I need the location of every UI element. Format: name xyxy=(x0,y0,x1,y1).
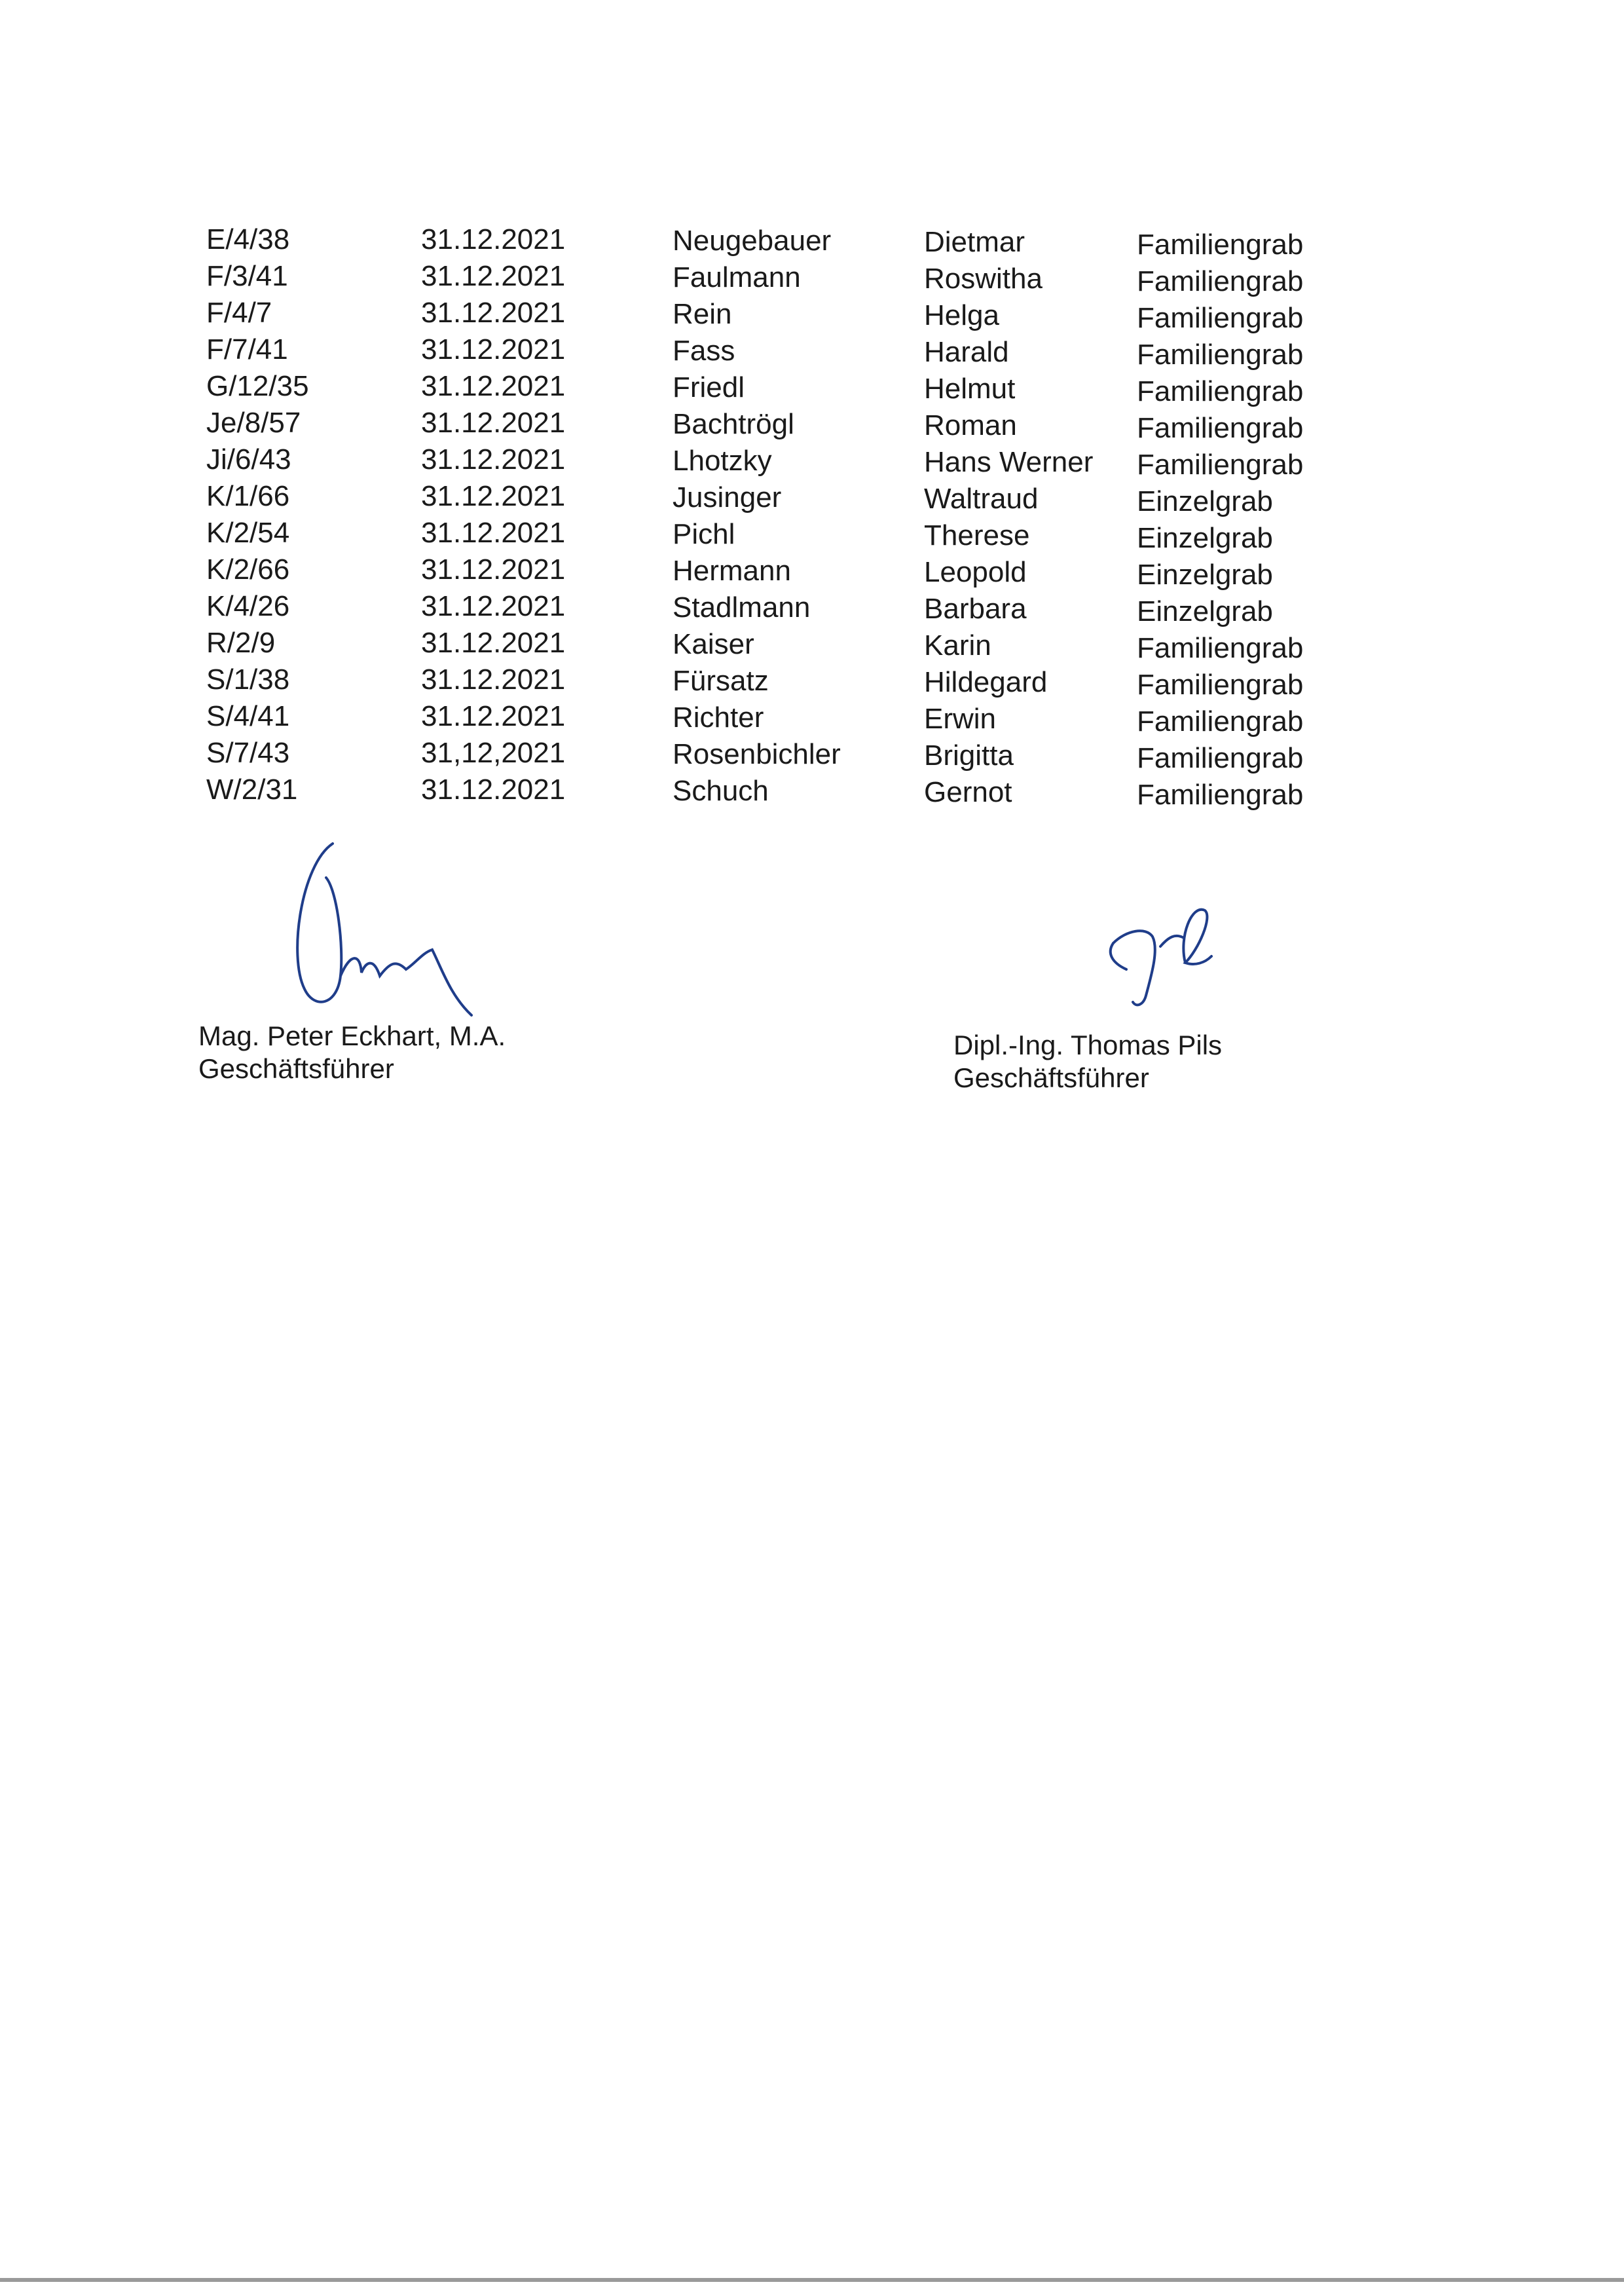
signature-eckhart xyxy=(275,838,511,1035)
grave-type: Einzelgrab xyxy=(1137,485,1273,517)
expiry-date: 31.12.2021 xyxy=(421,700,566,732)
first-name: Barbara xyxy=(924,593,1027,625)
last-name: Fass xyxy=(673,335,735,367)
expiry-date: 31,12,2021 xyxy=(421,737,566,769)
table-row xyxy=(0,405,1624,444)
grave-plot-number: K/4/26 xyxy=(206,590,290,622)
expiry-date: 31.12.2021 xyxy=(421,443,566,476)
expiry-date: 31.12.2021 xyxy=(421,297,566,329)
first-name: Hildegard xyxy=(924,666,1048,698)
grave-type: Familiengrab xyxy=(1137,412,1304,444)
expiry-date: 31.12.2021 xyxy=(421,663,566,696)
last-name: Kaiser xyxy=(673,628,754,660)
last-name: Hermann xyxy=(673,555,791,587)
table-row xyxy=(0,772,1624,811)
first-name: Erwin xyxy=(924,703,997,735)
signatory-name: Dipl.-Ing. Thomas Pils xyxy=(953,1030,1223,1060)
grave-type: Familiengrab xyxy=(1137,632,1304,664)
expiry-date: 31.12.2021 xyxy=(421,407,566,439)
first-name: Karin xyxy=(924,629,991,662)
signature-block-left xyxy=(198,1020,506,1085)
grave-plot-number: S/1/38 xyxy=(206,663,290,696)
grave-plot-number: K/2/66 xyxy=(206,553,290,586)
grave-type: Familiengrab xyxy=(1137,705,1304,737)
expiry-date: 31.12.2021 xyxy=(421,627,566,659)
grave-plot-number: F/3/41 xyxy=(206,260,288,292)
expiry-date: 31.12.2021 xyxy=(421,517,566,549)
grave-plot-number: Ji/6/43 xyxy=(206,443,291,476)
expiry-date: 31.12.2021 xyxy=(421,774,566,806)
first-name: Roswitha xyxy=(924,263,1043,295)
table-row xyxy=(0,551,1624,591)
table-row xyxy=(0,221,1624,261)
last-name: Lhotzky xyxy=(673,445,772,477)
expiry-date: 31.12.2021 xyxy=(421,370,566,402)
scan-bottom-edge xyxy=(0,2278,1624,2282)
last-name: Rein xyxy=(673,298,732,330)
last-name: Jusinger xyxy=(673,481,782,513)
expiry-date: 31.12.2021 xyxy=(421,553,566,586)
first-name: Dietmar xyxy=(924,226,1025,258)
grave-type: Familiengrab xyxy=(1137,375,1304,407)
grave-plot-number: F/4/7 xyxy=(206,297,272,329)
last-name: Richter xyxy=(673,701,764,734)
first-name: Hans Werner xyxy=(924,446,1094,478)
first-name: Leopold xyxy=(924,556,1027,588)
grave-type: Familiengrab xyxy=(1137,229,1304,261)
table-row xyxy=(0,662,1624,701)
signature-block-right xyxy=(953,1029,1222,1094)
signatory-title: Geschäftsführer xyxy=(198,1053,394,1084)
first-name: Helga xyxy=(924,299,999,331)
last-name: Pichl xyxy=(673,518,735,550)
grave-type: Familiengrab xyxy=(1137,779,1304,811)
last-name: Bachtrögl xyxy=(673,408,794,440)
table-row xyxy=(0,368,1624,405)
grave-type: Familiengrab xyxy=(1137,302,1304,334)
signatory-name: Mag. Peter Eckhart, M.A. xyxy=(198,1020,506,1051)
last-name: Schuch xyxy=(673,775,769,807)
grave-plot-number: Je/8/57 xyxy=(206,407,301,439)
grave-type: Familiengrab xyxy=(1137,742,1304,774)
grave-type: Einzelgrab xyxy=(1137,595,1273,627)
first-name: Gernot xyxy=(924,776,1012,808)
grave-plot-number: W/2/31 xyxy=(206,774,298,806)
last-name: Neugebauer xyxy=(673,225,832,257)
first-name: Waltraud xyxy=(924,483,1039,515)
expiry-date: 31.12.2021 xyxy=(421,260,566,292)
expiry-date: 31.12.2021 xyxy=(421,223,566,255)
grave-plot-number: R/2/9 xyxy=(206,627,276,659)
table-row xyxy=(0,478,1624,515)
expiry-date: 31.12.2021 xyxy=(421,480,566,512)
table-row xyxy=(0,698,1624,735)
last-name: Friedl xyxy=(673,371,745,403)
first-name: Harald xyxy=(924,336,1009,368)
first-name: Roman xyxy=(924,409,1017,441)
grave-plot-number: E/4/38 xyxy=(206,223,290,255)
first-name: Brigitta xyxy=(924,739,1014,772)
grave-type: Familiengrab xyxy=(1137,669,1304,701)
table-row xyxy=(0,588,1624,625)
grave-plot-number: S/4/41 xyxy=(206,700,290,732)
last-name: Faulmann xyxy=(673,261,801,293)
last-name: Rosenbichler xyxy=(673,738,841,770)
table-row xyxy=(0,258,1624,295)
table-row xyxy=(0,295,1624,334)
first-name: Therese xyxy=(924,519,1030,551)
grave-plot-number: S/7/43 xyxy=(206,737,290,769)
grave-type: Familiengrab xyxy=(1137,449,1304,481)
expiry-date: 31.12.2021 xyxy=(421,590,566,622)
grave-type: Einzelgrab xyxy=(1137,559,1273,591)
table-row xyxy=(0,441,1624,481)
table-row xyxy=(0,625,1624,662)
signatory-title: Geschäftsführer xyxy=(953,1062,1149,1093)
grave-plot-number: K/1/66 xyxy=(206,480,290,512)
grave-type: Familiengrab xyxy=(1137,265,1304,297)
grave-plot-number: G/12/35 xyxy=(206,370,309,402)
first-name: Helmut xyxy=(924,373,1016,405)
signature-pils xyxy=(1100,897,1231,1015)
grave-plot-number: K/2/54 xyxy=(206,517,290,549)
last-name: Stadlmann xyxy=(673,591,811,624)
table-row xyxy=(0,331,1624,371)
table-row xyxy=(0,515,1624,554)
last-name: Fürsatz xyxy=(673,665,769,697)
expiry-date: 31.12.2021 xyxy=(421,333,566,365)
grave-type: Einzelgrab xyxy=(1137,522,1273,554)
table-row xyxy=(0,735,1624,772)
grave-plot-number: F/7/41 xyxy=(206,333,288,365)
grave-type: Familiengrab xyxy=(1137,339,1304,371)
